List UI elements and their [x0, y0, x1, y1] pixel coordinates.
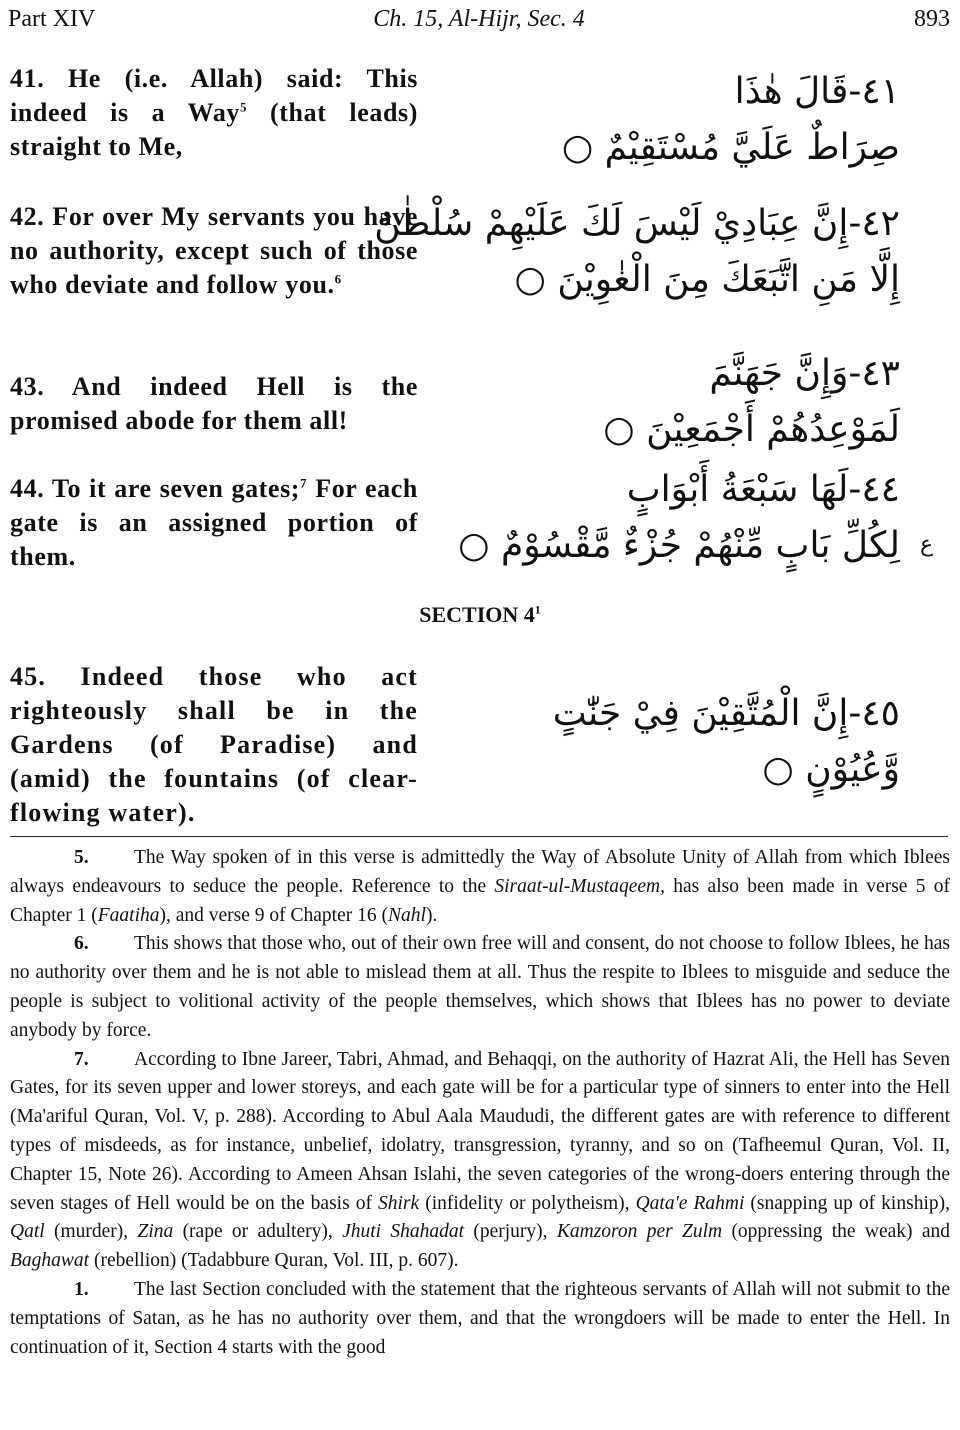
footnote-1	[10, 1276, 950, 1362]
verse-44-arabic	[450, 462, 900, 574]
footnote-italic: Qatl	[10, 1221, 45, 1243]
footnote-text: (rebellion) (Tadabbure Quran, Vol. III, p. 607).	[89, 1250, 459, 1272]
footnote-text: This shows that those who, out of their own free will and consent, do not choose to follow Iblees, he has no authority over them and he is not able to mislead them at all. Thus the respite to Iblees to misguide and seduce the people is subject to volitional activity of the people themselves, which shows that Iblees has no power to deviate anybody by force.	[10, 933, 950, 1041]
footnote-text: has also been made in verse 5 of Chapter 1 (	[10, 875, 950, 926]
footnote-7	[10, 1046, 950, 1276]
footnote-italic: Shirk	[378, 1192, 420, 1214]
verse-text: 43. And indeed Hell is the promised abode for them all!	[10, 372, 418, 435]
footnote-italic: Jhuti Shahadat	[342, 1221, 465, 1243]
footnote-italic: Siraat-ul-Mustaqeem,	[494, 875, 665, 897]
arabic-line: لَمَوْعِدُهُمْ أَجْمَعِيْنَ ○	[603, 409, 900, 450]
arabic-line: ٤٤-لَهَا سَبْعَةُ أَبْوَابٍ	[626, 469, 900, 510]
footnote-text: (perjury),	[464, 1221, 557, 1243]
verse-43-translation	[10, 370, 418, 438]
arabic-line: لِكُلِّ بَابٍ مِّنْهُمْ جُزْءٌ مَّقْسُوْمٌ ○	[458, 525, 900, 566]
arabic-line: ٤١-قَالَ هٰذَا	[734, 71, 900, 112]
verse-text: 42. For over My servants you have no authority, except such of those who deviate and follow you.	[10, 202, 418, 299]
verse-45-translation	[10, 660, 418, 830]
footnote-text: (infidelity or polytheism),	[419, 1192, 636, 1214]
verse-42-arabic	[374, 196, 900, 308]
footnote-ref: 7	[300, 475, 308, 491]
chapter-title: Ch. 15, Al-Hijr, Sec. 4	[373, 6, 585, 32]
footnote-number: 6.	[74, 933, 89, 955]
verse-text: 44. To it are seven gates;	[10, 474, 301, 503]
footnote-text: According to Ibne Jareer, Tabri, Ahmad, and Behaqqi, on the authority of Hazrat Ali, the Hell has Seven Gates, for its seven upper and lower storeys, and each gate will be for a particular type of sinners to enter into the Hell (Ma'ariful Quran, Vol. V, p. 288). According to Abul Aala Maududi, the different gates are with reference to different types of misdeeds, as for instance, unbelief, idolatry, transgression, tyranny, and so on (Tafheemul Quran, Vol. II, Chapter 15, Note 26). According to Ameen Ahsan Islahi, the seven categories of the wrong-doers entering through the seven stages of Hell would be on the basis of	[10, 1048, 950, 1214]
footnote-italic: Nahl	[388, 904, 426, 926]
verse-text: (that leads) straight to Me,	[10, 98, 418, 161]
footnote-ref: 1	[534, 602, 541, 617]
arabic-line: وَّعُيُوْنٍ ○	[762, 749, 900, 790]
verse-text: 45. Indeed those who act righteously shall be in the Gardens (of Paradise) and (amid) the fountains (of clear-flowing water).	[10, 662, 418, 827]
footnote-text: ).	[425, 904, 438, 926]
part-label: Part XIV	[8, 6, 96, 32]
section-heading	[0, 602, 960, 628]
arabic-line: ٤٣-وَإِنَّ جَهَنَّمَ	[709, 353, 900, 394]
footnote-number: 5.	[74, 847, 89, 868]
footnote-ref: 6	[334, 271, 342, 287]
footnote-5	[10, 844, 950, 930]
footnote-text: The Way spoken of in this verse is admittedly the Way of Absolute Unity of Allah from which Iblees always endeavours to seduce the people. Reference to the	[10, 847, 950, 897]
arabic-line: إِلَّا مَنِ اتَّبَعَكَ مِنَ الْغٰوِيْنَ ○	[514, 259, 900, 300]
footnote-italic: Baghawat	[10, 1250, 90, 1272]
verse-41-translation	[10, 62, 418, 164]
verse-43-arabic	[450, 346, 900, 458]
footnote-italic: Kamzoron per Zulm	[556, 1221, 723, 1243]
footnote-text: (oppressing the weak) and	[722, 1221, 950, 1243]
footnote-6	[10, 930, 950, 1045]
footnote-text: (snapping up of kinship),	[744, 1192, 950, 1214]
verse-45-arabic	[450, 686, 900, 798]
page-header	[8, 2, 950, 36]
footnotes	[10, 844, 950, 1362]
verse-42-translation	[10, 200, 418, 302]
section-label: SECTION 4	[419, 602, 535, 627]
verse-44-translation	[10, 472, 418, 574]
footnote-text: The last Section concluded with the statement that the righteous servants of Allah will not submit to the temptations of Satan, as he has no authority over them, and that the wrongdoers will be made to enter the Hell. In continuation of it, Section 4 starts with the good	[10, 1278, 950, 1358]
verse-text: For each gate is an assigned portion of them.	[10, 474, 418, 571]
verse-41-arabic	[450, 64, 900, 176]
footnote-number: 1.	[74, 1278, 89, 1300]
verse-text: 41. He (i.e. Allah) said: This indeed is a Way	[10, 64, 418, 127]
ruku-mark: ع	[920, 532, 934, 557]
arabic-line: صِرَاطٌ عَلَيَّ مُسْتَقِيْمٌ ○	[561, 127, 900, 168]
footnote-text: ), and verse 9 of Chapter 16 (	[159, 904, 388, 926]
footnote-ref: 5	[240, 99, 248, 115]
page-number: 893	[914, 6, 950, 32]
footnote-text: (murder),	[44, 1221, 138, 1243]
arabic-line: ٤٥-إِنَّ الْمُتَّقِيْنَ فِيْ جَنّٰتٍ	[552, 693, 900, 734]
footnote-divider	[10, 836, 948, 837]
footnote-number: 7.	[74, 1048, 89, 1070]
footnote-italic: Zina	[137, 1221, 174, 1243]
arabic-line: ٤٢-إِنَّ عِبَادِيْ لَيْسَ لَكَ عَلَيْهِمْ سُلْطٰنٌ	[374, 203, 900, 244]
footnote-text: (rape or adultery),	[173, 1221, 343, 1243]
footnote-italic: Qata'e Rahmi	[635, 1192, 745, 1214]
footnote-italic: Faatiha	[97, 904, 160, 926]
